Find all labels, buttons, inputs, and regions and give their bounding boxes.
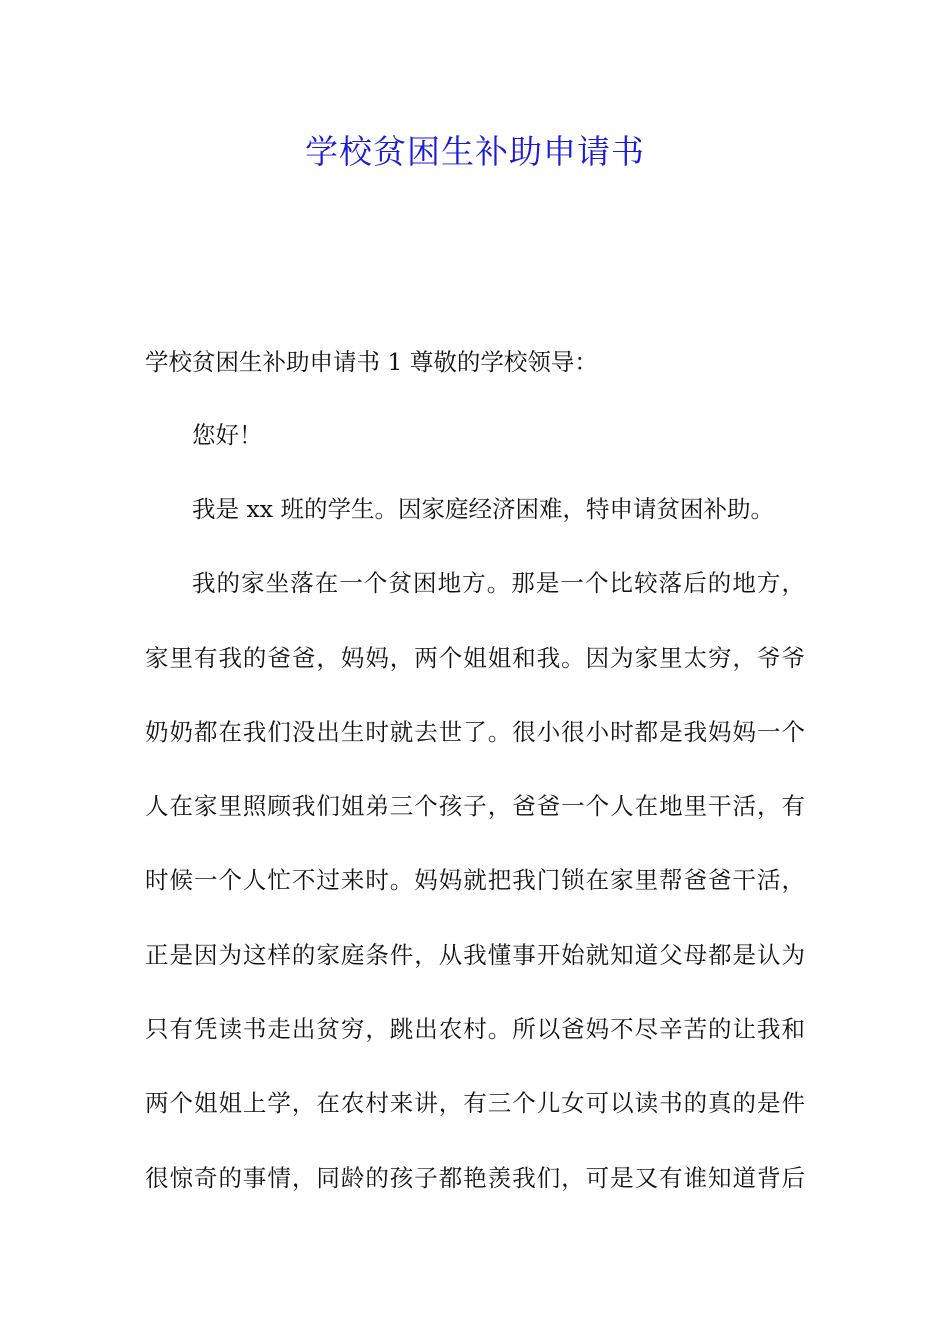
body-line-3: 我是 xx 班的学生。因家庭经济困难，特申请贫困补助。 (192, 495, 774, 523)
body-line-8: 时候一个人忙不过来时。妈妈就把我门锁在家里帮爸爸干活， (145, 866, 805, 894)
document-title: 学校贫困生补助申请书 (305, 132, 645, 171)
body-line-7: 人在家里照顾我们姐弟三个孩子，爸爸一个人在地里干活，有 (145, 792, 805, 820)
body-line-11: 两个姐姐上学，在农村来讲，有三个儿女可以读书的真的是件 (145, 1089, 805, 1117)
body-line-2: 您好！ (192, 421, 263, 449)
body-line-4: 我的家坐落在一个贫困地方。那是一个比较落后的地方， (192, 569, 805, 597)
body-line-10: 只有凭读书走出贫穷，跳出农村。所以爸妈不尽辛苦的让我和 (145, 1015, 805, 1043)
body-line-6: 奶奶都在我们没出生时就去世了。很小很小时都是我妈妈一个 (145, 718, 805, 746)
body-line-12: 很惊奇的事情，同龄的孩子都艳羡我们，可是又有谁知道背后 (145, 1164, 805, 1192)
body-line-9: 正是因为这样的家庭条件，从我懂事开始就知道父母都是认为 (145, 941, 805, 969)
body-line-5: 家里有我的爸爸，妈妈，两个姐姐和我。因为家里太穷，爷爷 (145, 644, 805, 672)
body-line-1: 学校贫困生补助申请书 1 尊敬的学校领导： (145, 348, 598, 376)
